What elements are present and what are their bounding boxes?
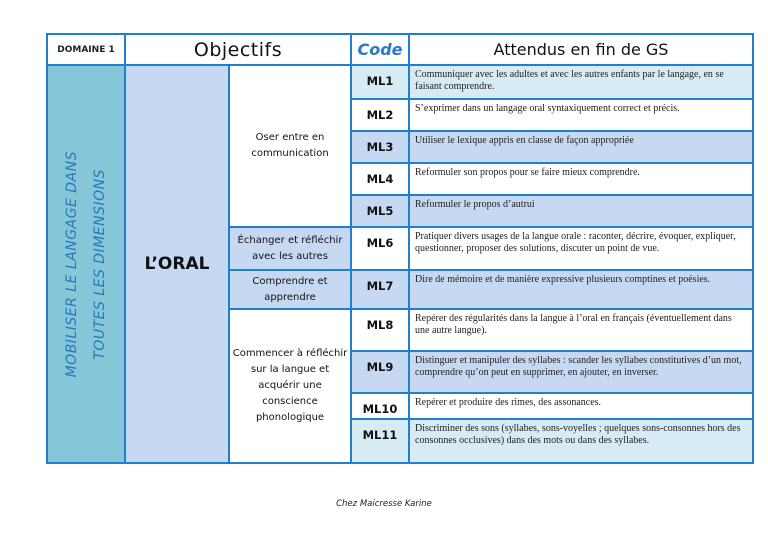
- domain-label-line1: MOBILISER LE LANGAGE DANS: [64, 150, 80, 378]
- objective-echanger: Échanger et réfléchir avec les autres: [229, 227, 351, 270]
- table-row: [47, 65, 753, 99]
- code-ml2: ML2: [351, 99, 409, 131]
- attendu-ml2: S’exprimer dans un langage oral syntaxiquement correct et précis.: [409, 99, 753, 131]
- code-ml7: ML7: [351, 270, 409, 309]
- code-ml10: ML10: [351, 393, 409, 419]
- footer-credit: Chez Maicresse Karine: [336, 499, 432, 509]
- section-oral: L’ORAL: [125, 65, 229, 463]
- code-ml4: ML4: [351, 163, 409, 195]
- domain-label-line2: TOUTES LES DIMENSIONS: [92, 168, 108, 360]
- header-row: [47, 34, 753, 65]
- objective-comprendre: Comprendre et apprendre: [229, 270, 351, 309]
- code-ml1: ML1: [351, 65, 409, 99]
- objective-oser: Oser entre en communication: [229, 65, 351, 227]
- objective-commencer: Commencer à réfléchir sur la langue et acquérir une conscience phonologique: [229, 309, 351, 463]
- attendu-ml1: Communiquer avec les adultes et avec les autres enfants par le langage, en se faisant comprendre.: [409, 65, 753, 99]
- domain-label-cell: [47, 65, 125, 463]
- attendu-ml11: Discriminer des sons (syllabes, sons-voyelles ; quelques sons-consonnes hors des consonnes occlusives) dans des mots ou dans des syllabes.: [409, 419, 753, 463]
- attendu-ml5: Reformuler le propos d’autrui: [409, 195, 753, 227]
- code-ml9: ML9: [351, 351, 409, 393]
- code-header: Code: [351, 34, 409, 65]
- attendu-ml10: Repérer et produire des rimes, des assonances.: [409, 393, 753, 419]
- domaine-header: DOMAINE 1: [47, 34, 125, 65]
- code-ml11: ML11: [351, 419, 409, 463]
- code-ml8: ML8: [351, 309, 409, 351]
- objectifs-header: Objectifs: [125, 34, 351, 65]
- competency-table: [46, 33, 754, 464]
- attendu-ml6: Pratiquer divers usages de la langue orale : raconter, décrire, évoquer, expliquer, questionner, proposer des solutions, discuter un point de vue.: [409, 227, 753, 270]
- attendu-ml3: Utiliser le lexique appris en classe de façon appropriée: [409, 131, 753, 163]
- code-ml5: ML5: [351, 195, 409, 227]
- code-ml6: ML6: [351, 227, 409, 270]
- code-ml3: ML3: [351, 131, 409, 163]
- attendu-ml4: Reformuler son propos pour se faire mieux comprendre.: [409, 163, 753, 195]
- attendu-ml8: Repérer des régularités dans la langue à l’oral en français (éventuellement dans une autre langue).: [409, 309, 753, 351]
- attendus-header: Attendus en fin de GS: [409, 34, 753, 65]
- attendu-ml9: Distinguer et manipuler des syllabes : scander les syllabes constitutives d’un mot, comprendre qu’on peut en supprimer, en ajouter, en inverser.: [409, 351, 753, 393]
- attendu-ml7: Dire de mémoire et de manière expressive plusieurs comptines et poésies.: [409, 270, 753, 309]
